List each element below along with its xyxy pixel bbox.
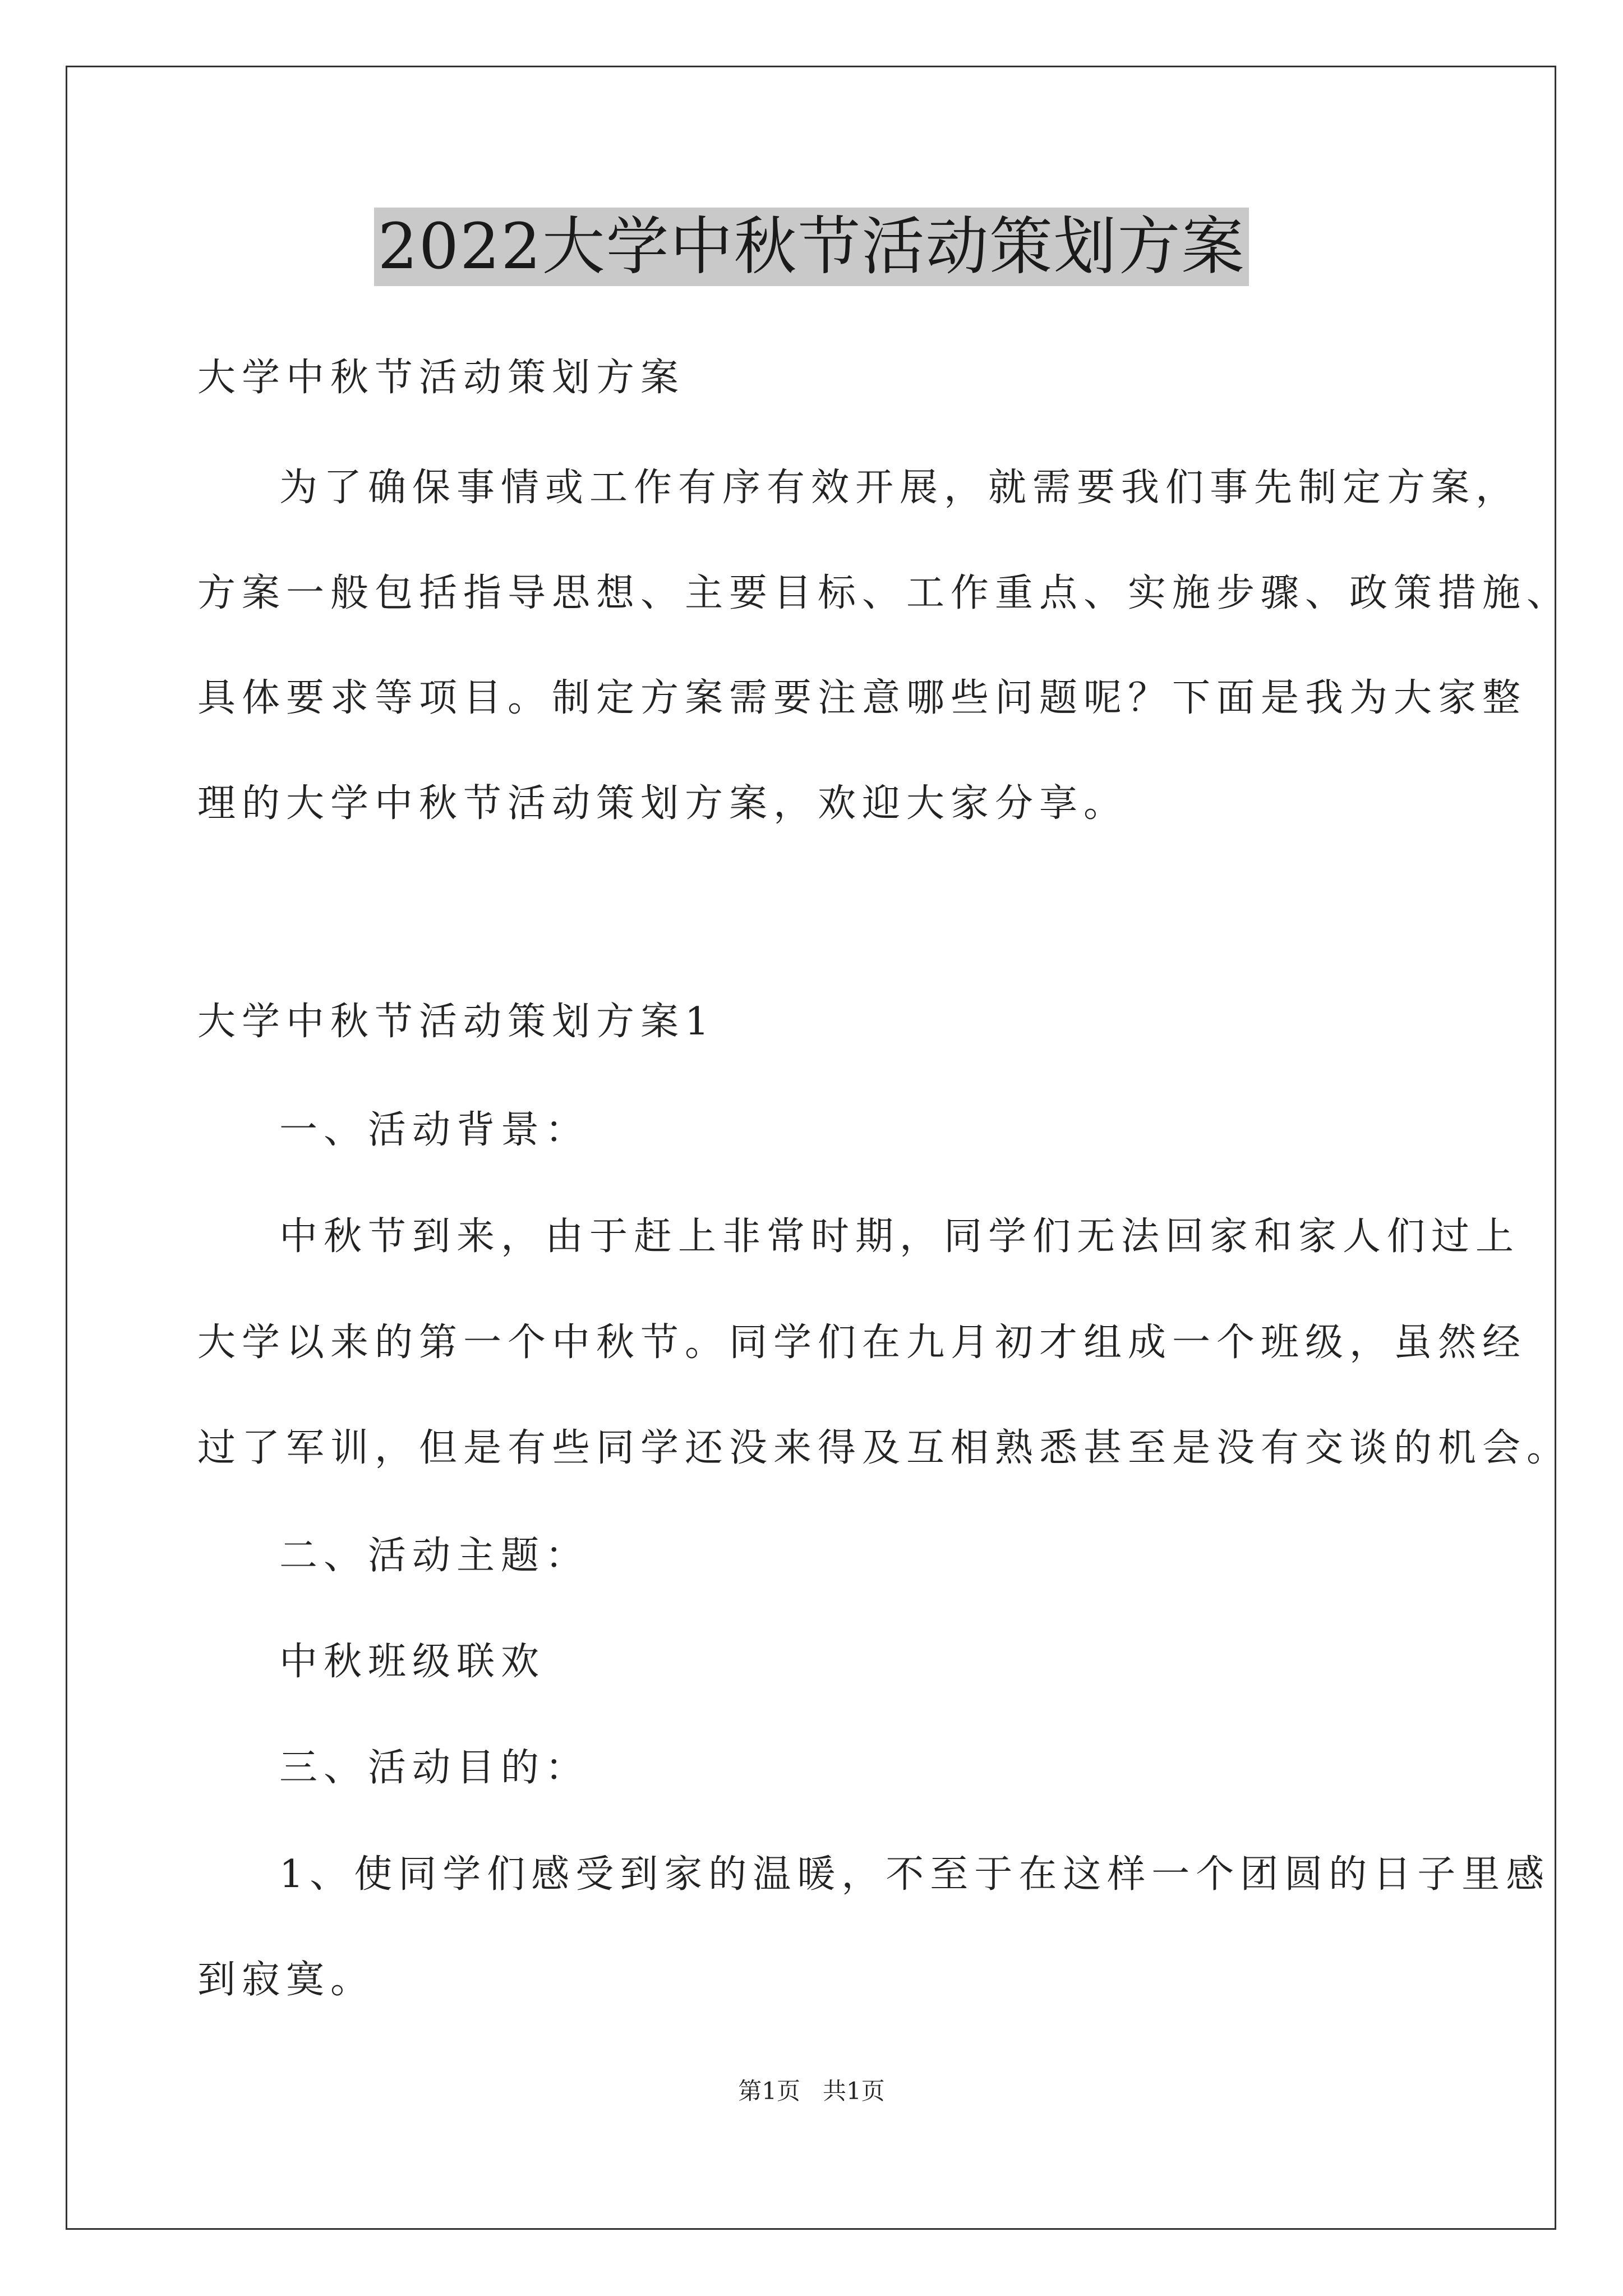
paragraph-line: 大学以来的第一个中秋节。同学们在九月初才组成一个班级，虽然经: [197, 1320, 1527, 1365]
paragraph-line: 过了军训，但是有些同学还没来得及互相熟悉甚至是没有交谈的机会。: [197, 1426, 1571, 1470]
subheading-background: 一、活动背景：: [279, 1108, 590, 1152]
paragraph-line: 为了确保事情或工作有序有效开展，就需要我们事先制定方案，: [279, 466, 1520, 510]
paragraph-line: 方案一般包括指导思想、主要目标、工作重点、实施步骤、政策措施、: [197, 571, 1571, 615]
theme-text: 中秋班级联欢: [279, 1640, 546, 1684]
title-container: [0, 208, 1623, 286]
subheading-theme: 二、活动主题：: [279, 1534, 590, 1578]
page-number-footer: 第1页 共1页: [738, 2077, 885, 2105]
section-heading-intro: 大学中秋节活动策划方案: [197, 356, 685, 400]
document-title: 2022大学中秋节活动策划方案: [374, 208, 1248, 286]
subheading-purpose: 三、活动目的：: [279, 1746, 590, 1790]
paragraph-line: 具体要求等项目。制定方案需要注意哪些问题呢？下面是我为大家整: [197, 676, 1527, 720]
paragraph-line: 到寂寞。: [197, 1958, 375, 2002]
paragraph-line: 中秋节到来，由于赶上非常时期，同学们无法回家和家人们过上: [279, 1214, 1520, 1259]
section-heading-plan-1: 大学中秋节活动策划方案1: [197, 1000, 716, 1044]
paragraph-line: 理的大学中秋节活动策划方案，欢迎大家分享。: [197, 781, 1128, 826]
paragraph-line: 1、使同学们感受到家的温暖，不至于在这样一个团圆的日子里感: [279, 1852, 1551, 1897]
